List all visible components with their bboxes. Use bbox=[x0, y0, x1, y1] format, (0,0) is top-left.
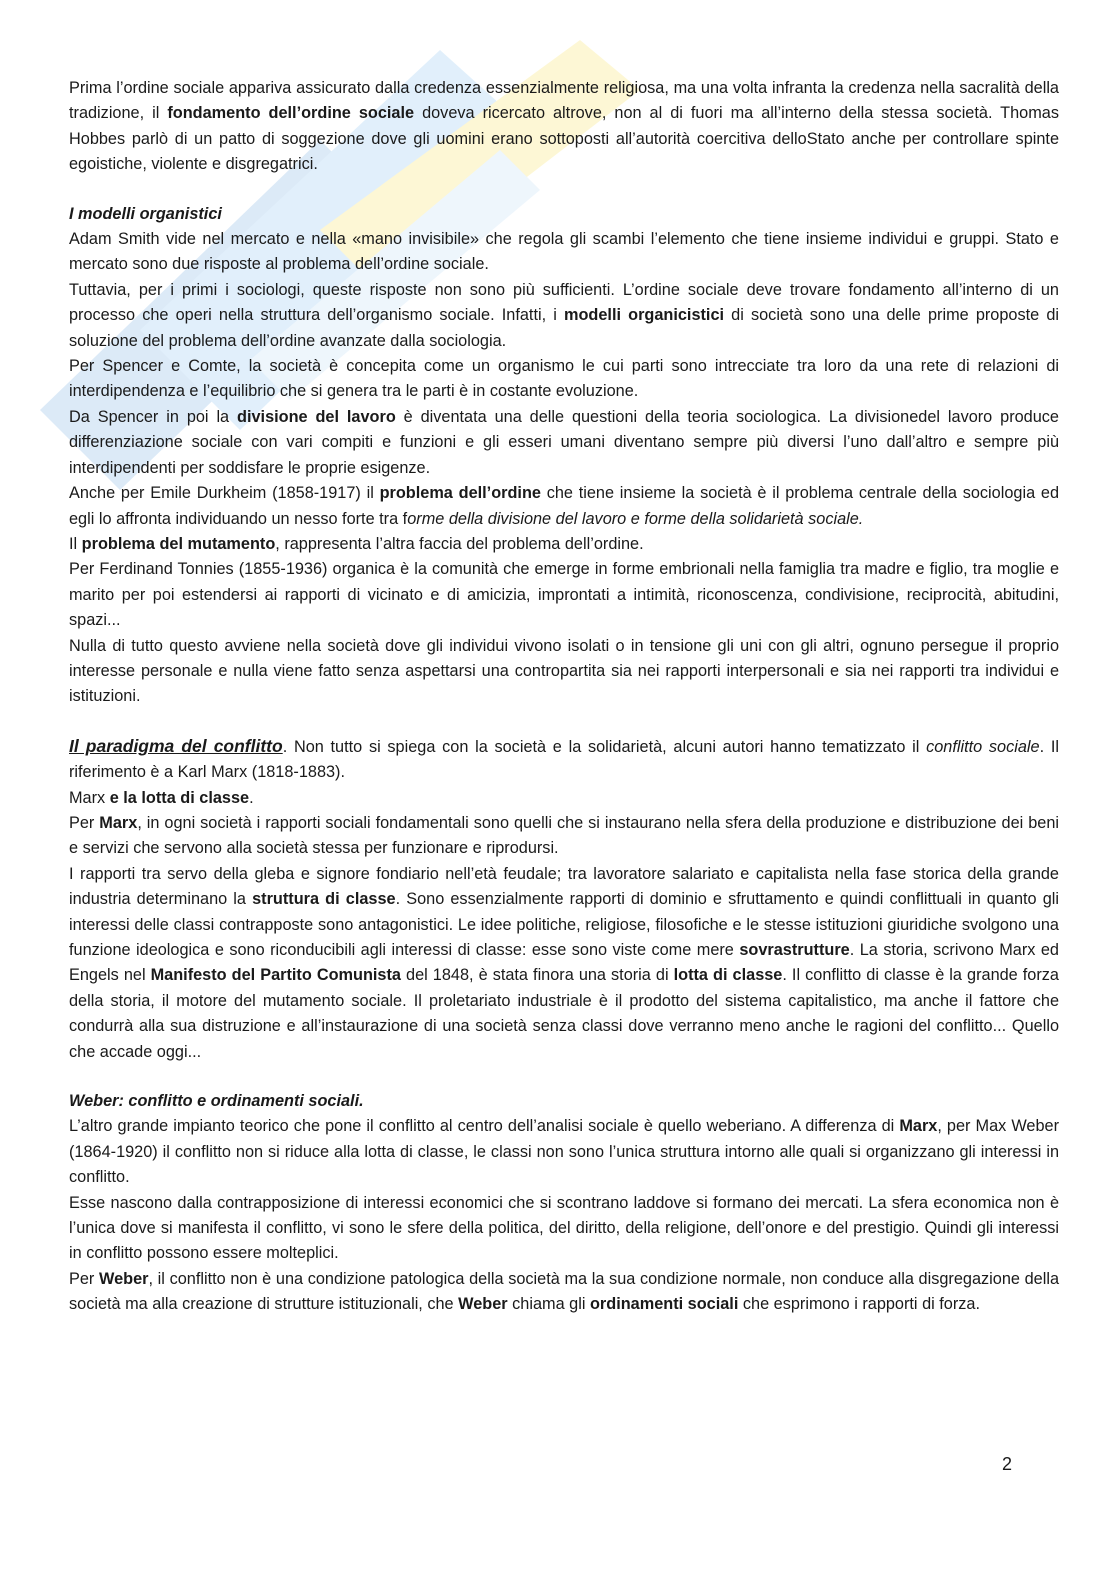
paragraph-sociologi: Tuttavia, per i primi i sociologi, queste risposte non sono più sufficienti. L’ordine sociale deve trovare fondamento all’interno di un processo che operi nella struttura dell’organismo sociale. Infatti, i modelli organicistici di società sono una delle prime proposte di soluzione del problema dell’ordine avanzate dalla sociologia. bbox=[69, 280, 1059, 350]
heading-weber: Weber: conflitto e ordinamenti sociali. bbox=[69, 1092, 364, 1111]
paragraph-spencer-comte: Per Spencer e Comte, la società è concepita come un organismo le cui parti sono intrecciate tra loro da una rete di relazioni di interdipendenza e l’equilibrio che si genera tra le parti è in costante evoluzione. bbox=[69, 357, 1059, 401]
page-number: 2 bbox=[1002, 1454, 1013, 1474]
paragraph-divisione-lavoro: Da Spencer in poi la divisione del lavoro è diventata una delle questioni della teoria sociologica. La divisionedel lavoro produce differenziazione sociale con vari compiti e funzioni e gli esseri umani diventano sempre più diversi l’uno dall’altro e sempre più interdipendenti per soddisfare le proprie esigenze. bbox=[69, 407, 1059, 477]
paragraph-tonnies: Per Ferdinand Tonnies (1855-1936) organica è la comunità che emerge in forme embrionali nella famiglia tra madre e figlio, tra moglie e marito per poi estendersi ai rapporti di vicinato e di amicizia, improntati a intimità, riconoscenza, condivisione, reciprocità, abitudini, spazi... bbox=[69, 560, 1059, 630]
heading-modelli-organistici: I modelli organistici bbox=[69, 204, 222, 223]
paragraph-nulla: Nulla di tutto questo avviene nella società dove gli individui vivono isolati o in tensione gli uni con gli altri, ognuno persegue il proprio interesse personale e nulla viene fatto senza aspettarsi una contropartita sia nei rapporti interpersonali e sia nei rapporti tra individui e istituzioni. bbox=[69, 636, 1059, 706]
paragraph-ordine-sociale: Prima l’ordine sociale appariva assicurato dalla credenza essenzialmente religiosa, ma una volta infranta la credenza nella sacralità della tradizione, il fondamento dell’ordine sociale doveva ricercato altrove, non al di fuori ma all’interno della stessa società. Thomas Hobbes parlò di un patto di soggezione dove gli uomini erano sottoposti all’autorità coercitiva delloStato anche per controllare spinte egoistiche, violente e disgregatrici. bbox=[69, 79, 1059, 174]
paragraph-adam-smith: Adam Smith vide nel mercato e nella «mano invisibile» che regola gli scambi l’elemento che tiene insieme individui e gruppi. Stato e mercato sono due risposte al problema dell’ordine sociale. bbox=[69, 230, 1059, 274]
paragraph-marx-lotta: Marx e la lotta di classe. bbox=[69, 788, 254, 807]
paragraph-marx-rapporti: Per Marx, in ogni società i rapporti sociali fondamentali sono quelli che si instaurano nella sfera della produzione e distribuzione dei beni e servizi che servono alla società stessa per funzionare e riprodursi. bbox=[69, 813, 1059, 858]
paragraph-interessi-economici: Esse nascono dalla contrapposizione di interessi economici che si scontrano laddove si formano dei mercati. La sfera economica non è l’unica dove si manifesta il conflitto, vi sono le sfere della politica, del diritto, della religione, dell’onore e del prestigio. Quindi gli interessi in conflitto possono essere molteplici. bbox=[69, 1193, 1059, 1263]
paragraph-struttura-classe: I rapporti tra servo della gleba e signore fondiario nell’età feudale; tra lavoratore salariato e capitalista nella fase storica della grande industria determinano la struttura di classe. Sono essenzialmente rapporti di dominio e sfruttamento e quindi conflittuali in quanto gli interessi delle classi contrapposte sono antagonistici. Le idee politiche, religiose, filosofiche e le stesse istituzioni giuridiche svolgono una funzione ideologica e sono riconducibili agli interessi di classe: esse sono viste come mere sovrastrutture. La storia, scrivono Marx ed Engels nel Manifesto del Partito Comunista del 1848, è stata finora una storia di lotta di classe. Il conflitto di classe è la grande forza della storia, il motore del mutamento sociale. Il proletariato industriale è il prodotto del sistema capitalistico, ma anche il fattore che condurrà alla sua distruzione e all’instaurazione di una società senza classi dove verranno meno anche le ragioni del conflitto... Quello che accade oggi... bbox=[69, 864, 1059, 1061]
paragraph-durkheim: Anche per Emile Durkheim (1858-1917) il problema dell’ordine che tiene insieme la società è il problema centrale della sociologia ed egli lo affronta individuando un nesso forte tra forme della divisione del lavoro e forme della solidarietà sociale. bbox=[69, 484, 1059, 528]
paragraph-weber-impianto: L’altro grande impianto teorico che pone il conflitto al centro dell’analisi sociale è quello weberiano. A differenza di Marx, per Max Weber (1864-1920) il conflitto non si riduce alla lotta di classe, le classi non sono l’unica struttura intorno alle quali si organizzano gli interessi in conflitto. bbox=[69, 1117, 1060, 1187]
paragraph-mutamento: Il problema del mutamento, rappresenta l’altra faccia del problema dell’ordine. bbox=[69, 534, 644, 553]
document-page bbox=[69, 76, 1059, 1318]
paragraph-paradigma-conflitto: Il paradigma del conflitto. Non tutto si spiega con la società e la solidarietà, alcuni autori hanno tematizzato il conflitto sociale. Il riferimento è a Karl Marx (1818-1883). bbox=[69, 735, 1059, 782]
paragraph-weber-conflitto: Per Weber, il conflitto non è una condizione patologica della società ma la sua condizione normale, non conduce alla disgregazione della società ma alla creazione di strutture istituzionali, che Weber chiama gli ordinamenti sociali che esprimono i rapporti di forza. bbox=[69, 1269, 1059, 1314]
